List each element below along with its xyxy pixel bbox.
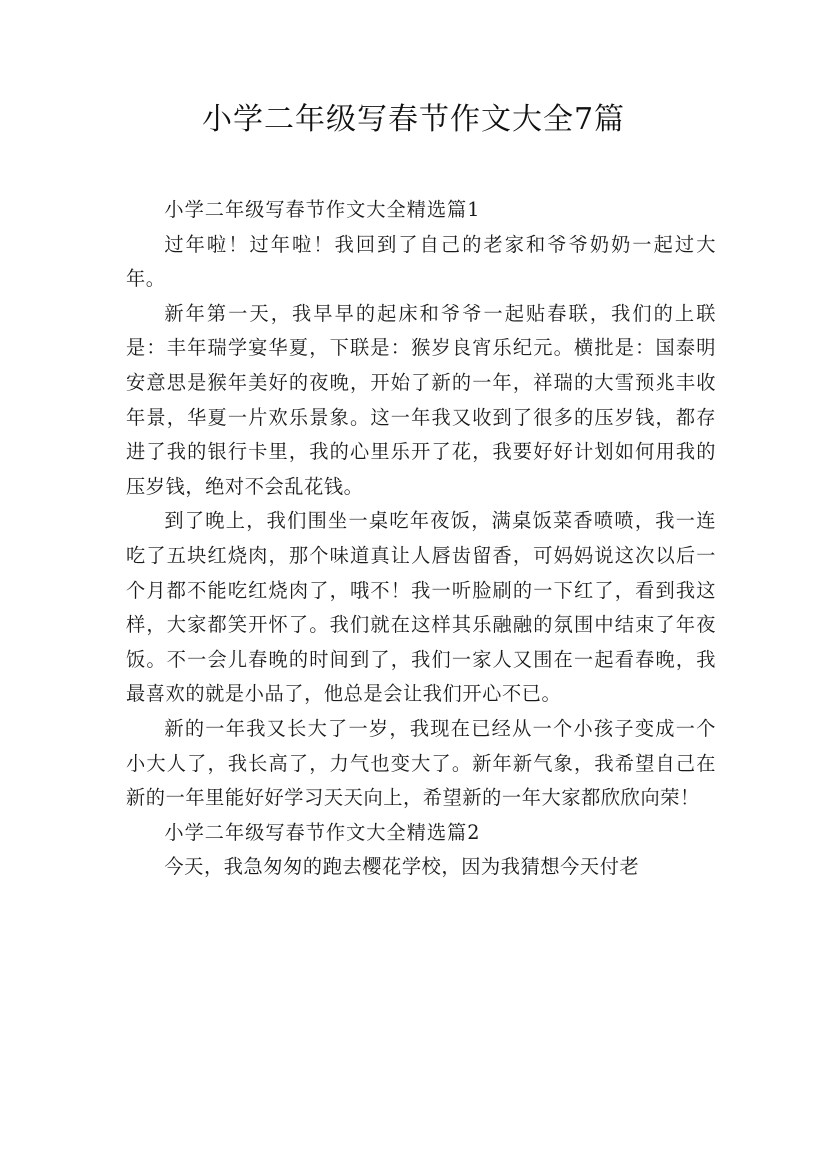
document-body xyxy=(126,193,716,885)
paragraph: 今天，我急匆匆的跑去樱花学校，因为我猜想今天付老 xyxy=(164,855,640,879)
paragraph: 新年第一天，我早早的起床和爷爷一起贴春联，我们的上联是：丰年瑞学宴华夏，下联是：猴岁良宵乐纪元。横批是：国泰明安意思是猴年美好的夜晚，开始了新的一年，祥瑞的大雪预兆丰收年景，华夏一片欢乐景象。这一年我又收到了很多的压岁钱，都存进了我的银行卡里，我的心里乐开了花，我要好好计划如何用我的压岁钱，绝对不会乱花钱。 xyxy=(126,301,716,498)
section-heading: 小学二年级写春节作文大全精选篇2 xyxy=(164,820,481,844)
paragraph: 新的一年我又长大了一岁，我现在已经从一个小孩子变成一个小大人了，我长高了，力气也变大了。新年新气象，我希望自己在新的一年里能好好学习天天向上，希望新的一年大家都欣欣向荣！ xyxy=(126,716,716,810)
paragraph: 到了晚上，我们围坐一桌吃年夜饭，满桌饭菜香喷喷，我一连吃了五块红烧肉，那个味道真让人唇齿留香，可妈妈说这次以后一个月都不能吃红烧肉了，哦不！我一听脸刷的一下红了，看到我这样，大家都笑开怀了。我们就在这样其乐融融的氛围中结束了年夜饭。不一会儿春晚的时间到了，我们一家人又围在一起看春晚，我最喜欢的就是小品了，他总是会让我们开心不已。 xyxy=(126,509,716,706)
paragraph: 过年啦！过年啦！我回到了自己的老家和爷爷奶奶一起过大年。 xyxy=(126,232,716,291)
section-heading: 小学二年级写春节作文大全精选篇1 xyxy=(164,198,481,221)
document-title: 小学二年级写春节作文大全7篇 xyxy=(201,102,626,137)
